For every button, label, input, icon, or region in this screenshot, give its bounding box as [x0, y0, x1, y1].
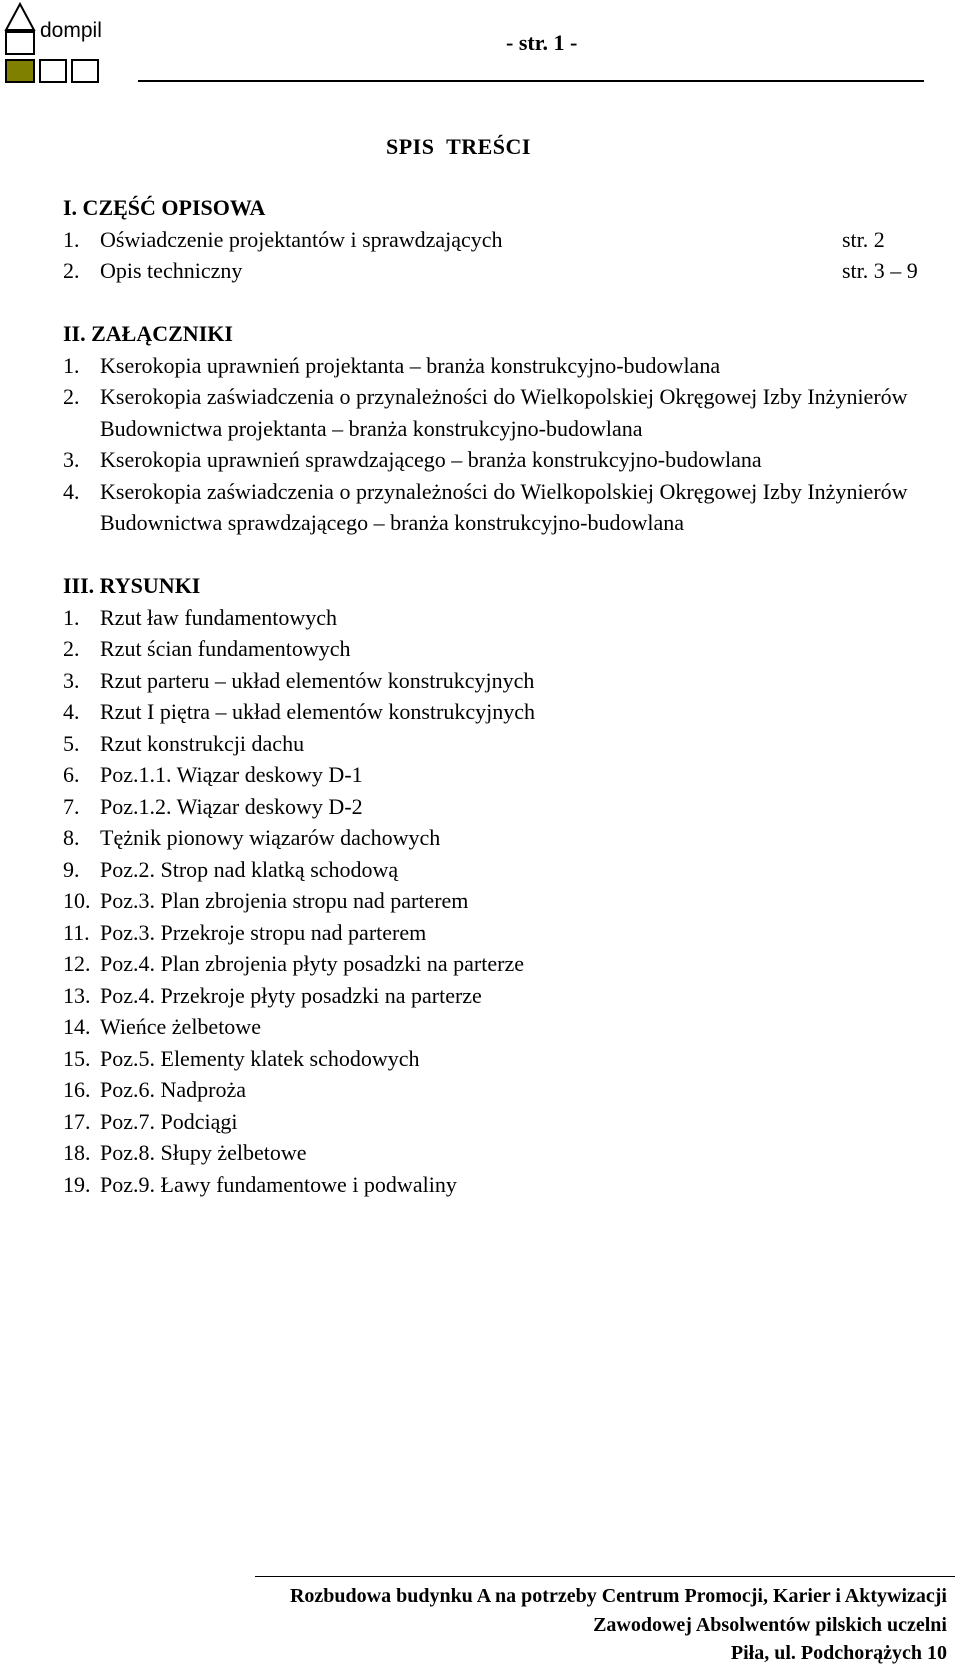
toc-item [63, 791, 933, 823]
item-number: 10. [63, 888, 91, 913]
item-text: Kserokopia zaświadczenia o przynależności do Wielkopolskiej Okręgowej Izby Inżynierów Budownictwa sprawdzającego – branża konstrukcyjno-budowlana [100, 478, 908, 535]
item-number: 1. [63, 604, 80, 630]
table-of-contents [63, 192, 933, 1200]
logo-squares-icon [0, 0, 110, 92]
toc-item [63, 822, 933, 854]
item-number: 19. [63, 1171, 91, 1197]
item-number: 2. [63, 384, 80, 409]
item-number: 18. [63, 1140, 91, 1165]
item-number: 15. [63, 1045, 91, 1071]
header-divider [138, 80, 924, 82]
company-logo [0, 0, 110, 92]
toc-item [63, 444, 933, 476]
toc-item [63, 1043, 933, 1075]
item-text: Poz.2. Strop nad klatką schodową [100, 856, 399, 882]
item-text: Poz.6. Nadproża [100, 1077, 247, 1102]
item-text: Kserokopia uprawnień sprawdzającego – branża konstrukcyjno-budowlana [100, 447, 762, 472]
toc-item [63, 854, 933, 886]
section-heading-rysunki: III. RYSUNKI [63, 573, 201, 598]
item-text: Rzut ścian fundamentowych [100, 636, 351, 661]
item-text: Poz.8. Słupy żelbetowe [100, 1140, 307, 1165]
toc-item [63, 633, 933, 665]
footer-address: Piła, ul. Podchorążych 10 [730, 1642, 947, 1664]
item-number: 16. [63, 1077, 91, 1102]
item-text: Rzut I piętra – układ elementów konstrukcyjnych [100, 699, 535, 724]
item-number: 2. [63, 636, 80, 661]
toc-item [63, 350, 933, 382]
toc-item [63, 255, 933, 287]
footer-project-subtitle: Zawodowej Absolwentów pilskich uczelni [593, 1613, 947, 1636]
item-number: 1. [63, 352, 80, 378]
item-page-ref: str. 2 [842, 226, 885, 252]
item-text: Tężnik pionowy wiązarów dachowych [100, 825, 441, 850]
footer-divider [255, 1576, 955, 1577]
toc-item [63, 917, 933, 949]
item-text: Poz.7. Podciągi [100, 1108, 238, 1134]
toc-item [63, 1074, 933, 1106]
section-heading-zalaczniki: II. ZAŁĄCZNIKI [63, 321, 233, 346]
item-number: 1. [63, 226, 80, 252]
toc-item [63, 728, 933, 760]
toc-item [63, 665, 933, 697]
page-footer [290, 1582, 947, 1668]
item-number: 11. [63, 919, 90, 945]
toc-item [63, 1106, 933, 1138]
section-spacer [63, 287, 933, 319]
item-number: 8. [63, 825, 80, 850]
item-text: Poz.9. Ławy fundamentowe i podwaliny [100, 1171, 457, 1197]
toc-item [63, 224, 933, 256]
item-text: Rzut konstrukcji dachu [100, 730, 305, 756]
item-number: 2. [63, 258, 80, 283]
item-text: Opis techniczny [100, 258, 243, 283]
toc-item [63, 381, 933, 444]
page-title: SPIS TREŚCI [386, 134, 531, 159]
item-number: 3. [63, 667, 80, 693]
toc-item [63, 476, 933, 539]
item-number: 12. [63, 951, 91, 976]
item-number: 13. [63, 982, 91, 1008]
toc-item [63, 1169, 933, 1201]
toc-item [63, 885, 933, 917]
item-text: Wieńce żelbetowe [100, 1014, 261, 1039]
item-text: Poz.3. Plan zbrojenia stropu nad parterem [100, 888, 469, 913]
item-text: Poz.5. Elementy klatek schodowych [100, 1045, 420, 1071]
item-page-ref: str. 3 – 9 [842, 258, 918, 283]
toc-item [63, 948, 933, 980]
item-number: 14. [63, 1014, 91, 1039]
item-text: Kserokopia uprawnień projektanta – branża konstrukcyjno-budowlana [100, 352, 721, 378]
toc-item [63, 602, 933, 634]
toc-item [63, 1011, 933, 1043]
item-text: Poz.1.2. Wiązar deskowy D-2 [100, 793, 363, 819]
item-text: Oświadczenie projektantów i sprawdzających [100, 226, 503, 252]
item-number: 17. [63, 1108, 91, 1134]
logo-text: dompil [40, 19, 102, 42]
item-number: 7. [63, 793, 80, 819]
toc-item [63, 759, 933, 791]
page-number: - str. 1 - [506, 30, 578, 55]
item-number: 6. [63, 762, 80, 787]
item-text: Poz.4. Przekroje płyty posadzki na parterze [100, 982, 482, 1008]
item-text: Poz.3. Przekroje stropu nad parterem [100, 919, 427, 945]
item-number: 9. [63, 856, 80, 882]
item-text: Poz.1.1. Wiązar deskowy D-1 [100, 762, 363, 787]
item-number: 4. [63, 478, 80, 504]
footer-project-title: Rozbudowa budynku A na potrzeby Centrum Promocji, Karier i Aktywizacji [289, 1585, 947, 1607]
toc-item [63, 1137, 933, 1169]
item-number: 5. [63, 730, 80, 756]
toc-item [63, 696, 933, 728]
section-spacer [63, 539, 933, 571]
item-text: Poz.4. Plan zbrojenia płyty posadzki na parterze [100, 951, 524, 976]
section-heading-opisowa: I. CZĘŚĆ OPISOWA [63, 195, 266, 220]
item-number: 4. [63, 699, 80, 724]
item-text: Rzut parteru – układ elementów konstrukcyjnych [100, 667, 535, 693]
item-number: 3. [63, 447, 80, 472]
item-text: Rzut ław fundamentowych [100, 604, 338, 630]
item-text: Kserokopia zaświadczenia o przynależności do Wielkopolskiej Okręgowej Izby Inżynierów Budownictwa projektanta – branża konstrukcyjno-budowlana [100, 384, 908, 441]
toc-item [63, 980, 933, 1012]
